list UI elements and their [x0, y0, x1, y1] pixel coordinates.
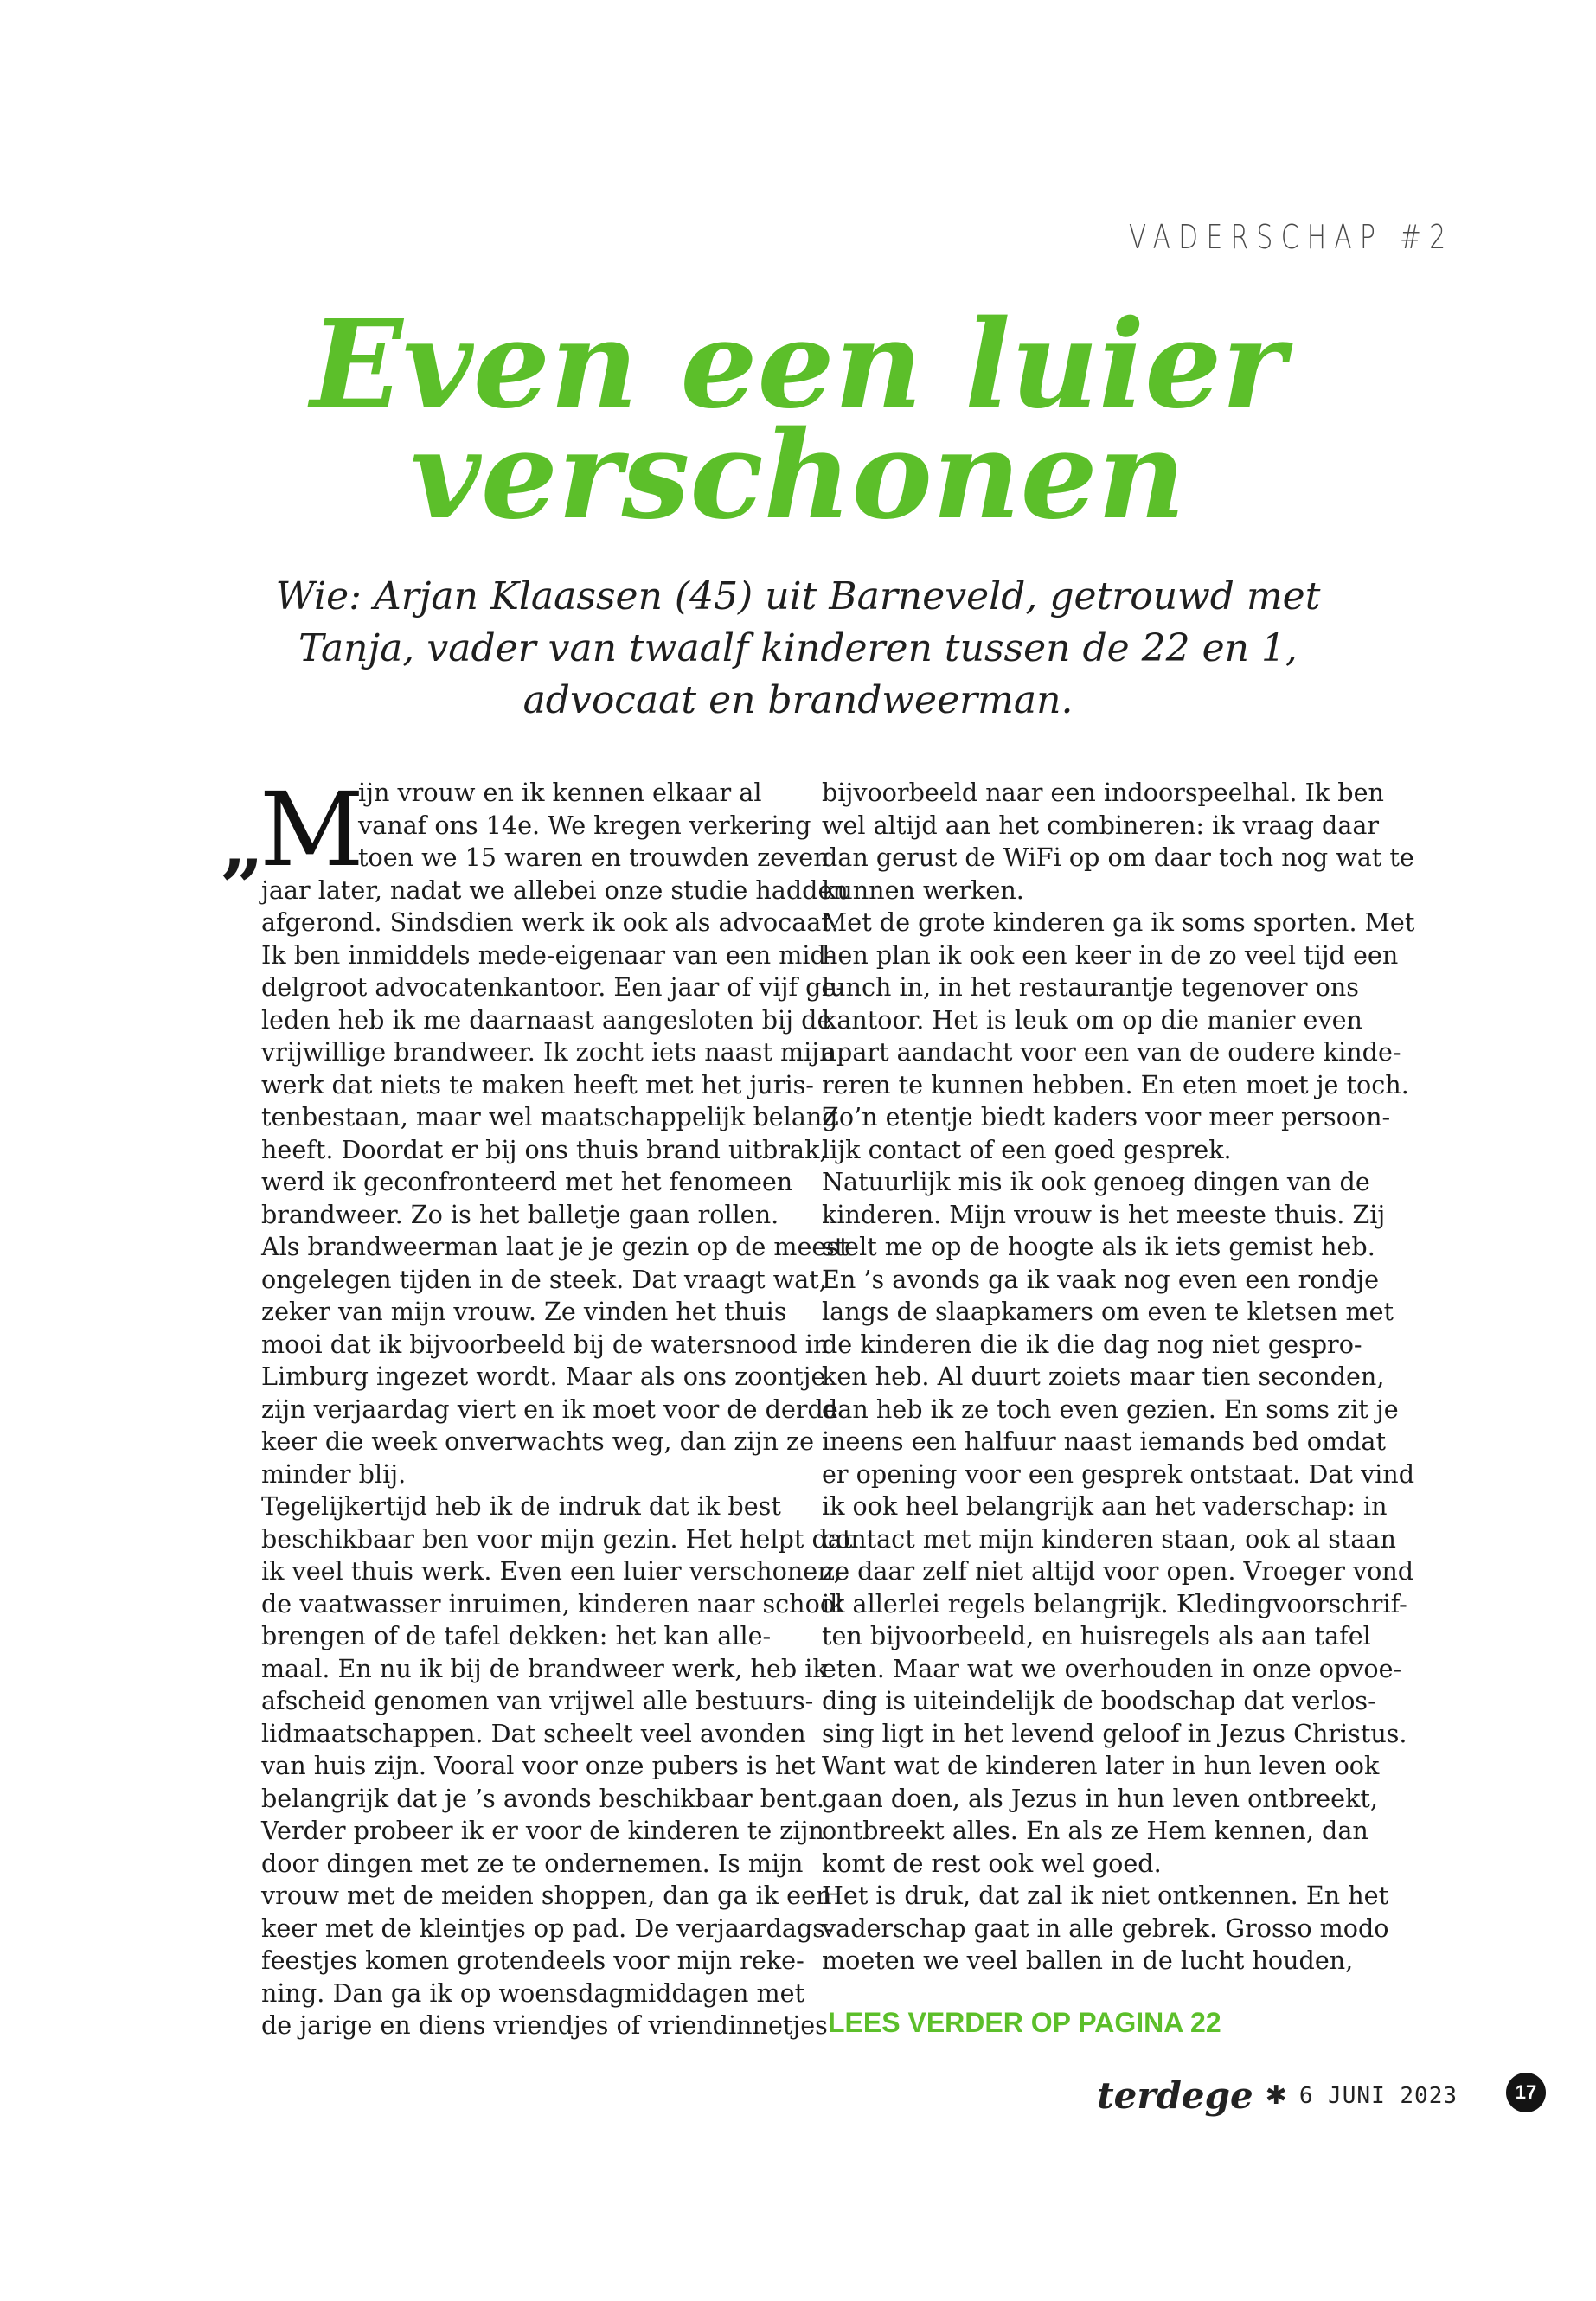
- article-column-left: [260, 770, 853, 2042]
- issue-date: 6 JUNI 2023: [1298, 2082, 1458, 2109]
- text-line: En ’s avonds ga ik vaak nog even een rondje: [822, 1264, 1380, 1294]
- text-line: kantoor. Het is leuk om op die manier even: [822, 1004, 1362, 1035]
- text-line: langs de slaapkamers om even te kletsen met: [822, 1297, 1394, 1326]
- text-line: er opening voor een gesprek ontstaat. Dat vind: [822, 1458, 1415, 1489]
- text-line: Als brandweerman laat je je gezin op de meest: [261, 1232, 849, 1261]
- text-line: hen plan ik ook een keer in de zo veel tijd een: [822, 939, 1399, 970]
- intro-line-1: Wie: Arjan Klaassen (45) uit Barneveld, getrouwd met: [275, 574, 1321, 619]
- text-line: leden heb ik me daarnaast aangesloten bij de: [261, 1004, 832, 1035]
- page-footer: [1097, 2074, 1458, 2117]
- intro-line-3: advocaat en brandweerman.: [522, 678, 1074, 722]
- text-line: komt de rest ook wel goed.: [822, 1848, 1162, 1878]
- text-line: tenbestaan, maar wel maatschappelijk belang: [261, 1102, 838, 1131]
- text-line: ik ook heel belangrijk aan het vaderschap: in: [822, 1491, 1388, 1521]
- text-line: ze daar zelf niet altijd voor open. Vroeger vond: [822, 1556, 1414, 1586]
- text-line: wel altijd aan het combineren: ik vraag daar: [822, 810, 1380, 840]
- text-line: sing ligt in het levend geloof in Jezus Christus.: [822, 1718, 1407, 1748]
- text-line: werd ik geconfronteerd met het fenomeen: [261, 1167, 793, 1196]
- continue-note: LEES VERDER OP PAGINA 22: [828, 2007, 1221, 2038]
- text-line: lijk contact of een goed gesprek.: [822, 1134, 1232, 1164]
- text-line: ning. Dan ga ik op woensdagmiddagen met: [261, 1977, 805, 2008]
- text-line: Natuurlijk mis ik ook genoeg dingen van de: [822, 1167, 1370, 1196]
- text-line: werk dat niets te maken heeft met het juris-: [261, 1069, 814, 1099]
- intro-subtitle: [0, 571, 1596, 727]
- dropcap-letter: M: [260, 770, 364, 889]
- text-line: vaderschap gaat in alle gebrek. Grosso modo: [822, 1913, 1389, 1943]
- text-line: ken heb. Al duurt zoiets maar tien seconden,: [822, 1362, 1385, 1391]
- text-line: door dingen met ze te ondernemen. Is mijn: [261, 1848, 804, 1878]
- text-line: Want wat de kinderen later in hun leven ook: [822, 1751, 1380, 1780]
- text-line: ongelegen tijden in de steek. Dat vraagt wat,: [261, 1264, 827, 1294]
- text-line: contact met mijn kinderen staan, ook al staan: [822, 1523, 1396, 1554]
- text-line: stelt me op de hoogte als ik iets gemist heb.: [822, 1232, 1375, 1261]
- text-line: vrouw met de meiden shoppen, dan ga ik een: [261, 1881, 832, 1910]
- text-line: eten. Maar wat we overhouden in onze opvoe-: [822, 1653, 1402, 1683]
- text-line: heeft. Doordat er bij ons thuis brand uitbrak,: [261, 1134, 828, 1164]
- text-line: bijvoorbeeld naar een indoorspeelhal. Ik ben: [822, 778, 1384, 807]
- text-line: Met de grote kinderen ga ik soms sporten. Met: [822, 907, 1415, 937]
- text-line: moeten we veel ballen in de lucht houden,: [822, 1945, 1354, 1975]
- text-line: afscheid genomen van vrijwel alle bestuurs-: [261, 1686, 814, 1715]
- text-line: vanaf ons 14e. We kregen verkering: [358, 810, 811, 840]
- text-line: zeker van mijn vrouw. Ze vinden het thuis: [261, 1297, 787, 1326]
- text-line: ten bijvoorbeeld, en huisregels als aan tafel: [822, 1621, 1371, 1650]
- text-line: dan heb ik ze toch even gezien. En soms zit je: [822, 1394, 1399, 1424]
- text-line: vrijwillige brandweer. Ik zocht iets naast mijn: [261, 1037, 836, 1067]
- text-line: toen we 15 waren en trouwden zeven: [358, 843, 830, 872]
- text-line: beschikbaar ben voor mijn gezin. Het helpt dat: [261, 1523, 853, 1554]
- text-line: brandweer. Zo is het balletje gaan rollen.: [261, 1199, 779, 1229]
- text-line: de kinderen die ik die dag nog niet gespro-: [822, 1329, 1362, 1359]
- text-line: de jarige en diens vriendjes of vriendinnetjes: [261, 2010, 828, 2040]
- text-line: van huis zijn. Vooral voor onze pubers is het: [261, 1751, 816, 1780]
- text-line: mooi dat ik bijvoorbeeld bij de watersnood in: [261, 1329, 830, 1359]
- text-line: kinderen. Mijn vrouw is het meeste thuis. Zij: [822, 1199, 1386, 1229]
- headline-line-2: verschonen: [410, 405, 1186, 547]
- text-line: Ik ben inmiddels mede-eigenaar van een mid-: [261, 939, 835, 970]
- text-line: belangrijk dat je ’s avonds beschikbaar bent.: [261, 1783, 824, 1813]
- opening-quote-mark: „: [221, 798, 265, 888]
- text-line: Limburg ingezet wordt. Maar als ons zoontje: [261, 1362, 826, 1391]
- intro-line-2: Tanja, vader van twaalf kinderen tussen de 22 en 1,: [298, 626, 1298, 670]
- text-line: ding is uiteindelijk de boodschap dat verlos-: [822, 1686, 1376, 1715]
- text-line: zijn verjaardag viert en ik moet voor de derde: [261, 1394, 838, 1424]
- text-line: jaar later, nadat we allebei onze studie hadden: [261, 875, 849, 905]
- text-line: brengen of de tafel dekken: het kan alle-: [261, 1621, 772, 1650]
- text-line: ik allerlei regels belangrijk. Kledingvoorschrif-: [822, 1588, 1407, 1618]
- text-line: reren te kunnen hebben. En eten moet je toch.: [822, 1069, 1409, 1099]
- text-line: ontbreekt alles. En als ze Hem kennen, dan: [822, 1816, 1368, 1845]
- text-line: ijn vrouw en ik kennen elkaar al: [358, 778, 762, 807]
- section-label: VADERSCHAP #2: [1128, 218, 1453, 256]
- text-line: apart aandacht voor een van de oudere kinde-: [822, 1037, 1401, 1067]
- text-line: gaan doen, als Jezus in hun leven ontbreekt,: [822, 1783, 1378, 1813]
- article-column-right: [822, 777, 1414, 1977]
- headline: [0, 294, 1596, 547]
- page-number: 17: [1506, 2073, 1546, 2112]
- text-line: Zo’n etentje biedt kaders voor meer persoon-: [822, 1102, 1391, 1131]
- text-line: keer met de kleintjes op pad. De verjaardags-: [261, 1913, 834, 1943]
- text-line: delgroot advocatenkantoor. Een jaar of vijf ge-: [261, 972, 845, 1002]
- headline-line-1: Even een luier: [310, 294, 1286, 436]
- text-line: ineens een halfuur naast iemands bed omdat: [822, 1426, 1386, 1456]
- text-line: dan gerust de WiFi op om daar toch nog wat te: [822, 843, 1414, 872]
- text-line: de vaatwasser inruimen, kinderen naar school: [261, 1588, 843, 1618]
- text-line: minder blij.: [261, 1458, 407, 1489]
- text-line: lunch in, in het restaurantje tegenover ons: [822, 972, 1359, 1002]
- text-line: lidmaatschappen. Dat scheelt veel avonden: [261, 1718, 806, 1748]
- text-line: keer die week onverwachts weg, dan zijn ze: [261, 1426, 815, 1456]
- text-line: ik veel thuis werk. Even een luier verschonen,: [261, 1556, 842, 1586]
- text-line: Tegelijkertijd heb ik de indruk dat ik best: [261, 1491, 781, 1521]
- text-line: Verder probeer ik er voor de kinderen te zijn: [261, 1816, 824, 1845]
- text-line: afgerond. Sindsdien werk ik ook als advocaat.: [261, 907, 839, 937]
- text-line: Het is druk, dat zal ik niet ontkennen. En het: [822, 1881, 1389, 1910]
- text-line: kunnen werken.: [822, 875, 1024, 905]
- text-line: maal. En nu ik bij de brandweer werk, heb ik: [261, 1653, 828, 1683]
- asterisk-icon: ✱: [1265, 2080, 1287, 2111]
- text-line: feestjes komen grotendeels voor mijn reke-: [261, 1945, 804, 1975]
- magazine-logo: terdege: [1097, 2074, 1253, 2117]
